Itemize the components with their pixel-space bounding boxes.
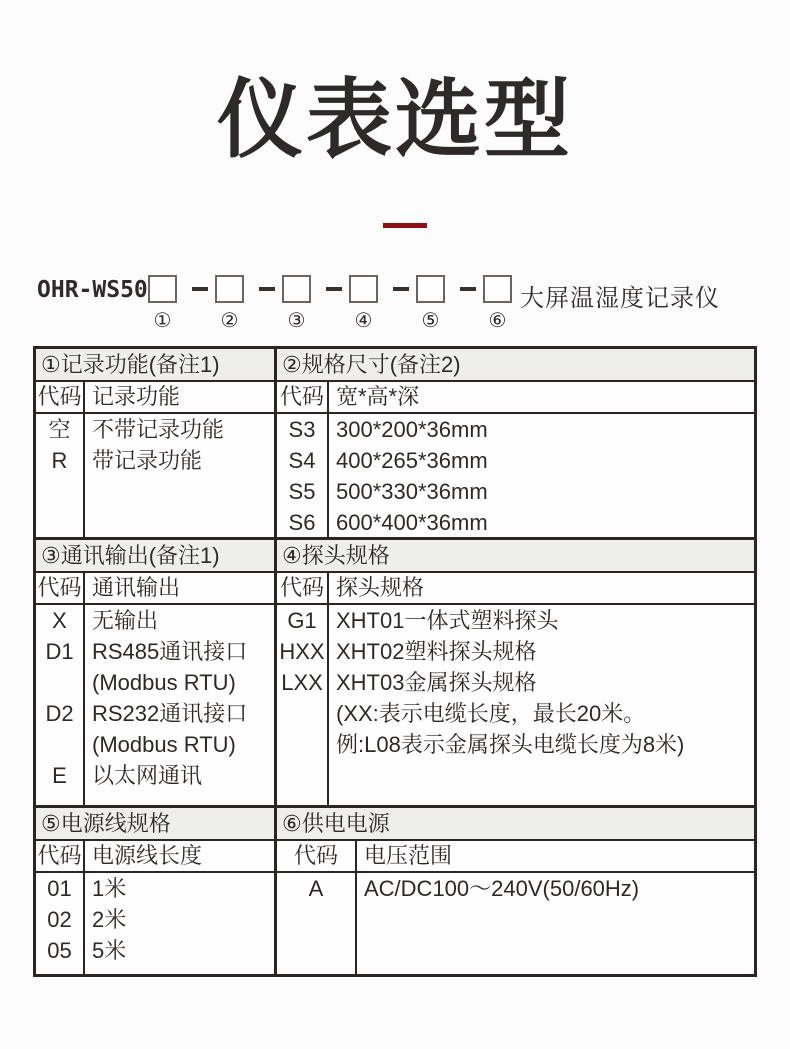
desc-list (85, 605, 274, 805)
desc-list (85, 873, 274, 974)
code-value: S4 (288, 448, 316, 473)
desc-column-header: 宽*高*深 (336, 384, 420, 409)
code-value: S3 (288, 417, 316, 442)
desc-value: 300*200*36mm (336, 417, 488, 442)
section-header: ②规格尺寸(备注2) (277, 349, 754, 382)
table-band-2 (33, 537, 757, 808)
code-list (277, 873, 357, 974)
desc-value: XHT03金属探头规格 (336, 670, 537, 695)
desc-value: 例:L08表示金属探头电缆长度为8米) (336, 732, 685, 757)
column-header-row (277, 382, 754, 414)
data-area (277, 414, 754, 538)
code-value: LXX (281, 670, 323, 695)
page-title: 仪表选型 (217, 72, 573, 168)
dash-separator (460, 287, 476, 291)
desc-value: 500*330*36mm (336, 479, 488, 504)
desc-value: (Modbus RTU) (92, 670, 236, 695)
code-value (277, 729, 327, 760)
code-box-2 (215, 275, 244, 303)
desc-value: XHT02塑料探头规格 (336, 639, 537, 664)
desc-value: RS485通讯接口 (92, 639, 248, 664)
section-header: ④探头规格 (277, 540, 754, 573)
data-area (36, 605, 274, 805)
position-number-2: ② (220, 310, 239, 332)
dash-separator (192, 287, 208, 291)
desc-list (329, 605, 754, 805)
code-column-header: 代码 (277, 382, 329, 413)
desc-list (329, 414, 754, 538)
code-box-5 (416, 275, 445, 303)
desc-column-header: 记录功能 (92, 384, 181, 409)
code-value: R (51, 448, 68, 473)
desc-value: XHT01一体式塑料探头 (336, 608, 559, 633)
dash-separator (259, 287, 275, 291)
code-value: S5 (288, 479, 316, 504)
desc-column-header: 电压范围 (364, 843, 453, 868)
code-column-header: 代码 (36, 573, 85, 604)
code-value: D2 (45, 701, 74, 726)
code-box-3 (282, 275, 311, 303)
column-header-row (36, 382, 274, 414)
code-value: A (308, 876, 324, 901)
model-prefix: OHR-WS50 (37, 277, 148, 303)
section-dimensions (274, 349, 754, 538)
section-record-function (36, 349, 274, 538)
dash-separator (326, 287, 342, 291)
desc-value: 不带记录功能 (92, 417, 225, 442)
position-number-4: ④ (354, 310, 373, 332)
desc-column-header: 电源线长度 (92, 843, 203, 868)
desc-value: 1米 (92, 876, 127, 901)
code-list (36, 873, 85, 974)
desc-value: 2米 (92, 907, 127, 932)
code-column-header: 代码 (277, 841, 357, 872)
desc-value: 带记录功能 (92, 448, 203, 473)
data-area (277, 873, 754, 974)
section-power-cord (36, 808, 274, 974)
code-value: 05 (47, 938, 72, 963)
code-box-1 (148, 275, 177, 303)
code-value: S6 (288, 510, 316, 535)
model-description: 大屏温湿度记录仪 (520, 285, 720, 312)
column-header-row (36, 841, 274, 873)
section-probe-spec (274, 540, 754, 805)
code-value: D1 (45, 639, 74, 664)
desc-value: (Modbus RTU) (92, 732, 236, 757)
dash-separator (393, 287, 409, 291)
position-number-1: ① (153, 310, 172, 332)
table-band-1 (33, 346, 757, 540)
desc-value: 以太网通讯 (92, 763, 203, 788)
desc-value: (XX:表示电缆长度，最长20米。 (336, 701, 646, 726)
desc-column-header: 通讯输出 (92, 575, 181, 600)
code-list (277, 414, 329, 538)
code-value: HXX (279, 639, 325, 664)
desc-value: 5米 (92, 938, 127, 963)
desc-value: RS232通讯接口 (92, 701, 248, 726)
code-value (277, 698, 327, 729)
position-number-6: ⑥ (488, 310, 507, 332)
table-band-3 (33, 805, 757, 977)
code-list (36, 414, 85, 538)
desc-value: 600*400*36mm (336, 510, 488, 535)
desc-list (85, 414, 274, 538)
position-number-3: ③ (287, 310, 306, 332)
section-header: ③通讯输出(备注1) (36, 540, 274, 573)
code-column-header: 代码 (36, 841, 85, 872)
code-column-header: 代码 (277, 573, 329, 604)
section-communication-output (36, 540, 274, 805)
code-list (277, 605, 329, 805)
column-header-row (36, 573, 274, 605)
code-column-header: 代码 (36, 382, 85, 413)
code-value: 02 (47, 907, 72, 932)
data-area (36, 414, 274, 538)
code-value: X (52, 608, 67, 633)
title-accent-rule (383, 223, 427, 228)
section-power-supply (274, 808, 754, 974)
code-value: 空 (48, 417, 71, 442)
data-area (277, 605, 754, 805)
code-value (36, 667, 83, 698)
position-number-5: ⑤ (421, 310, 440, 332)
section-header: ①记录功能(备注1) (36, 349, 274, 382)
desc-column-header: 探头规格 (336, 575, 425, 600)
desc-value: AC/DC100～240V(50/60Hz) (364, 876, 640, 901)
code-value (36, 729, 83, 760)
selection-tables (33, 346, 757, 977)
section-header: ⑤电源线规格 (36, 808, 274, 841)
desc-value: 无输出 (92, 608, 159, 633)
code-box-6 (483, 275, 512, 303)
code-list (36, 605, 85, 805)
desc-value: 400*265*36mm (336, 448, 488, 473)
desc-list (357, 873, 754, 974)
section-header: ⑥供电电源 (277, 808, 754, 841)
data-area (36, 873, 274, 974)
code-box-4 (349, 275, 378, 303)
code-value: 01 (47, 876, 72, 901)
code-value: G1 (287, 608, 317, 633)
column-header-row (277, 573, 754, 605)
column-header-row (277, 841, 754, 873)
code-value: E (52, 763, 67, 788)
